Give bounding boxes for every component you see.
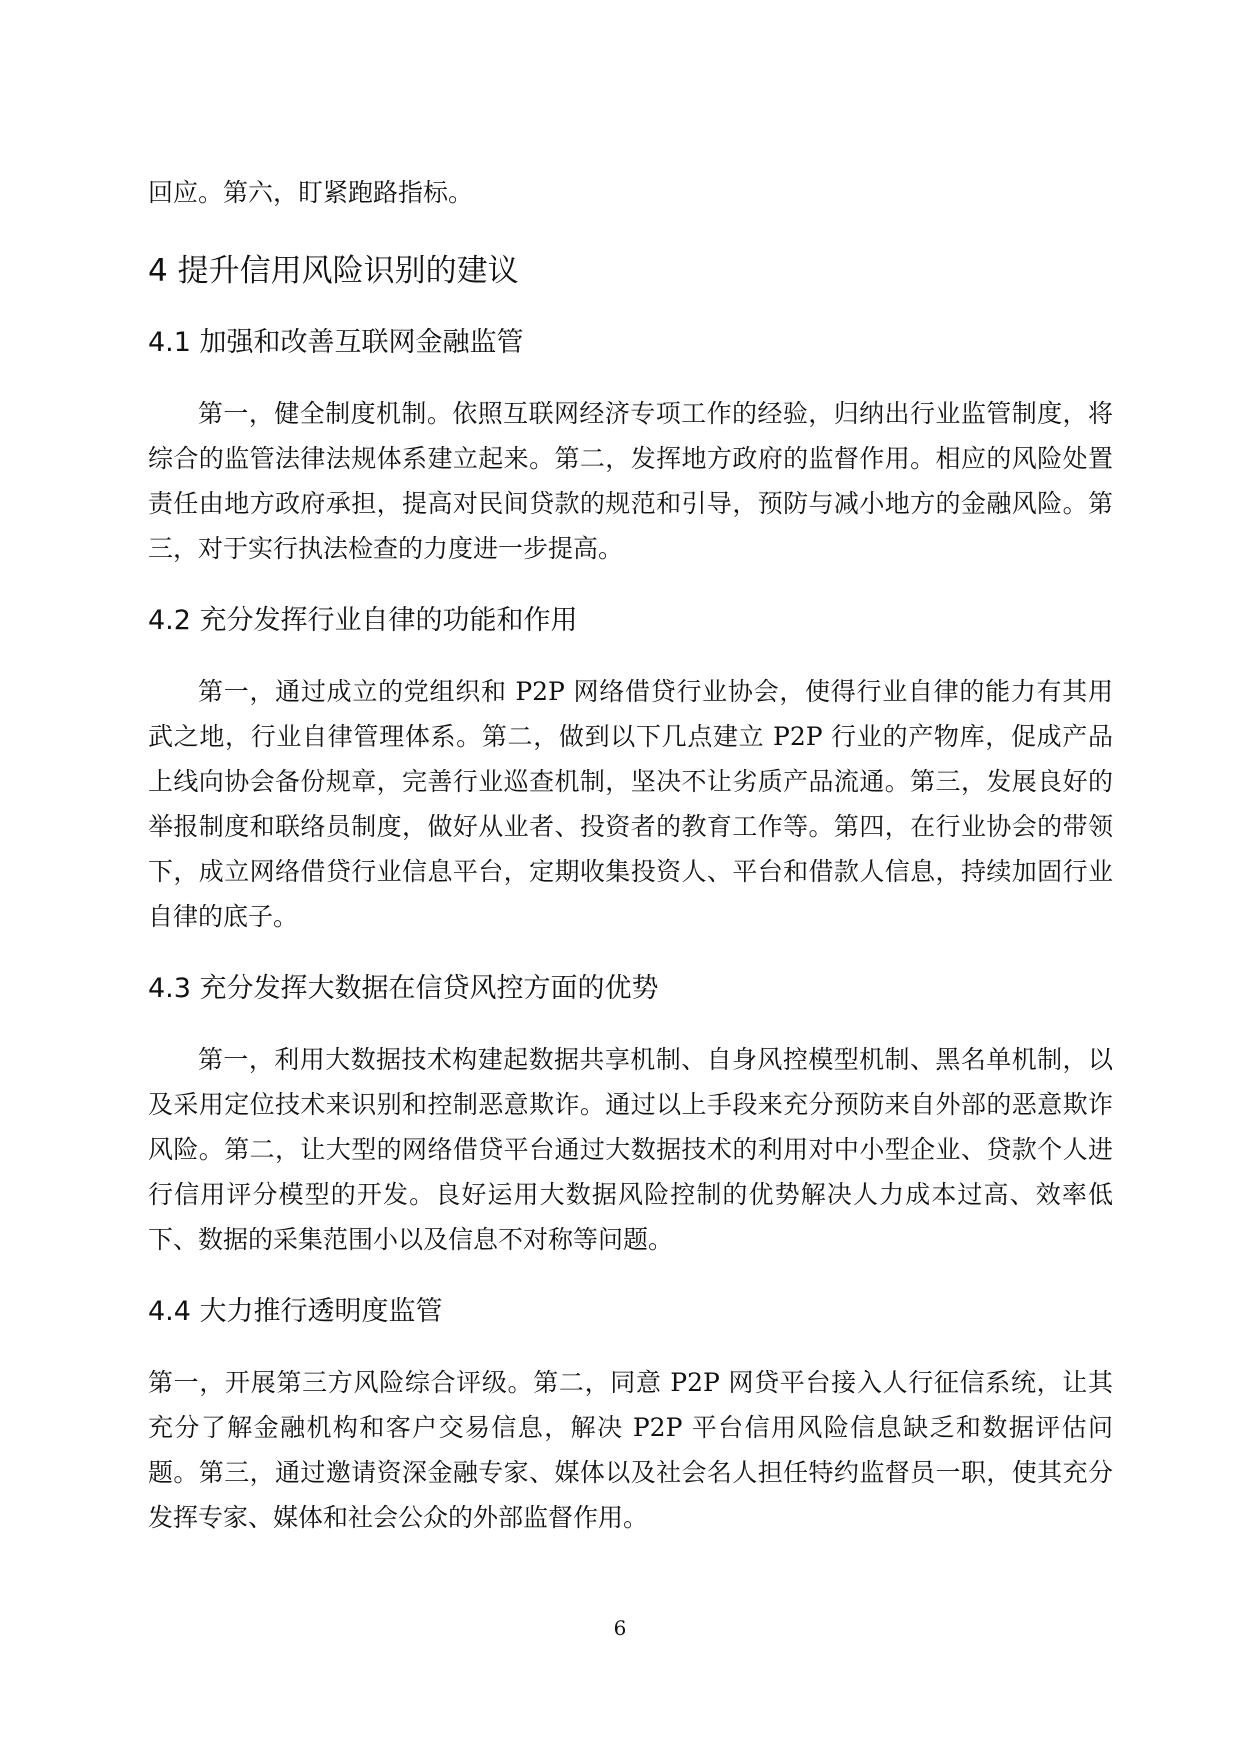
document-body — [148, 170, 1113, 1540]
section-paragraph-4-1: 第一，健全制度机制。依照互联网经济专项工作的经验，归纳出行业监管制度，将综合的监管法律法规体系建立起来。第二，发挥地方政府的监督作用。相应的风险处置责任由地方政府承担，提高对民间贷款的规范和引导，预防与减小地方的金融风险。第三，对于实行执法检查的力度进一步提高。 — [148, 399, 1113, 563]
page-number: 6 — [613, 1616, 627, 1640]
section-heading-4-4: 4.4 大力推行透明度监管 — [148, 1296, 443, 1327]
section-heading-4-3: 4.3 充分发挥大数据在信贷风控方面的优势 — [148, 973, 659, 1004]
chapter-heading: 4 提升信用风险识别的建议 — [148, 253, 519, 289]
section-paragraph-4-3: 第一，利用大数据技术构建起数据共享机制、自身风控模型机制、黑名单机制，以及采用定位技术来识别和控制恶意欺诈。通过以上手段来充分预防来自外部的恶意欺诈风险。第二，让大型的网络借贷平台通过大数据技术的利用对中小型企业、贷款个人进行信用评分模型的开发。良好运用大数据风险控制的优势解决人力成本过高、效率低下、数据的采集范围小以及信息不对称等问题。 — [148, 1045, 1113, 1254]
section-paragraph-4-2: 第一，通过成立的党组织和 P2P 网络借贷行业协会，使得行业自律的能力有其用武之地，行业自律管理体系。第二，做到以下几点建立 P2P 行业的产物库，促成产品上线向协会备份规章，完善行业巡查机制，坚决不让劣质产品流通。第三，发展良好的举报制度和联络员制度，做好从业者、投资者的教育工作等。第四，在行业协会的带领下，成立网络借贷行业信息平台，定期收集投资人、平台和借款人信息，持续加固行业自律的底子。 — [148, 677, 1113, 931]
section-heading-4-1: 4.1 加强和改善互联网金融监管 — [148, 327, 524, 358]
intro-paragraph: 回应。第六，盯紧跑路指标。 — [148, 178, 474, 207]
section-heading-4-2: 4.2 充分发挥行业自律的功能和作用 — [148, 605, 578, 636]
section-paragraph-4-4: 第一，开展第三方风险综合评级。第二，同意 P2P 网贷平台接入人行征信系统，让其充分了解金融机构和客户交易信息，解决 P2P 平台信用风险信息缺乏和数据评估问题。第三，通过邀请资深金融专家、媒体以及社会名人担任特约监督员一职，使其充分发挥专家、媒体和社会公众的外部监督作用。 — [148, 1368, 1113, 1532]
